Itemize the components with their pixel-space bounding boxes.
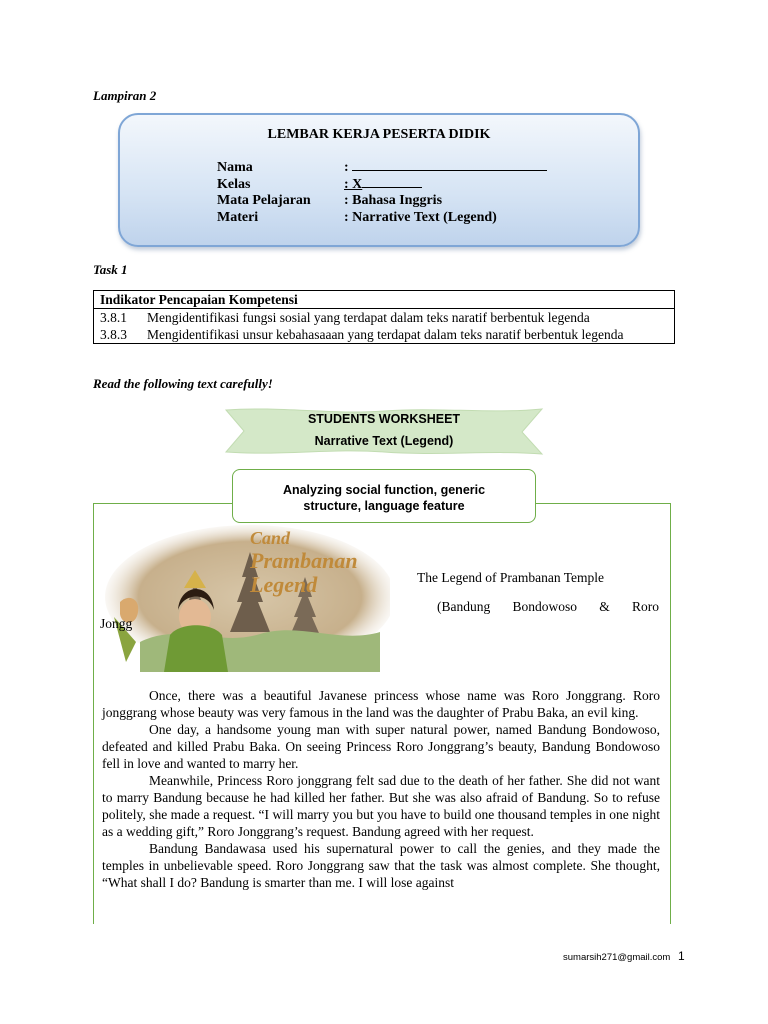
reading-instruction: Read the following text carefully!	[93, 376, 273, 391]
worksheet-header-box	[118, 113, 640, 247]
analysis-focus-line: Analyzing social function, generic	[282, 483, 486, 497]
illustration-caption-line: Legend	[250, 572, 318, 597]
ribbon-title: STUDENTS WORKSHEET	[307, 412, 461, 426]
illustration-caption-line: Prambanan	[250, 548, 358, 573]
name-value: :	[344, 160, 349, 175]
indicator-table	[93, 290, 675, 344]
story-subtitle-continuation: Jongg	[100, 616, 133, 631]
analysis-focus-line: structure, language feature	[303, 499, 465, 513]
material-value: : Narrative Text (Legend)	[344, 210, 497, 225]
ribbon-subtitle: Narrative Text (Legend)	[314, 434, 454, 448]
story-paragraph: One day, a handsome young man with super natural power, named Bandung Bondowoso, defeated and killed Prabu Baka. On seeing Princess Roro Jonggrang’s beauty, Bandung Bondowoso fell in love and wanted to marry her.	[102, 722, 660, 771]
subject-row	[217, 193, 442, 209]
subject-value: : Bahasa Inggris	[344, 193, 443, 208]
worksheet-title: LEMBAR KERJA PESERTA DIDIK	[267, 127, 491, 142]
material-label: Materi	[217, 210, 259, 225]
material-row	[217, 210, 497, 226]
indicator-number: 3.8.1	[100, 310, 127, 325]
class-blank-line[interactable]	[362, 176, 422, 188]
indicator-number: 3.8.3	[100, 327, 127, 342]
story-subtitle: (Bandung Bondowoso & Roro	[437, 599, 659, 614]
task-title: Task 1	[93, 262, 128, 277]
class-row	[217, 176, 422, 193]
indicator-item	[100, 309, 668, 326]
subject-label: Mata Pelajaran	[217, 193, 311, 208]
story-paragraph: Once, there was a beautiful Javanese princess whose name was Roro Jonggrang. Roro jonggrang whose beauty was very famous in the land was the daughter of Prabu Baka, an evil king.	[102, 688, 660, 720]
story-paragraph: Bandung Bandawasa used his supernatural power to call the genies, and they made the temples in unbelievable speed. Roro Jonggrang saw that the task was almost complete. She thought, “What shall I do? Bandung is smarter than me. I will lose against	[102, 841, 660, 890]
footer-email: sumarsih271@gmail.com	[563, 952, 671, 963]
name-label: Nama	[217, 160, 253, 175]
indicator-table-body	[94, 309, 675, 344]
class-value: : X	[344, 177, 363, 192]
indicator-text: Mengidentifikasi unsur kebahasaaan yang terdapat dalam teks naratif berbentuk legenda	[147, 327, 624, 342]
indicator-text: Mengidentifikasi fungsi sosial yang terdapat dalam teks naratif berbentuk legenda	[147, 310, 590, 325]
illustration-caption-line: Cand	[250, 528, 291, 548]
reading-text-frame	[93, 503, 671, 924]
attachment-label: Lampiran 2	[93, 88, 157, 103]
analysis-focus-box	[232, 469, 536, 523]
indicator-table-header: Indikator Pencapaian Kompetensi	[94, 291, 675, 309]
story-body	[102, 687, 660, 891]
page-number: 1	[678, 949, 685, 963]
story-paragraph: Meanwhile, Princess Roro jonggrang felt sad due to the death of her father. She did not want to marry Bandung because he had killed her father. But she was also afraid of Bandung. So to refuse politely, she made a request. “I will marry you but you have to build one thousand temples in one night as a wedding gift,” Roro Jonggrang’s request. Bandung agreed with her request.	[102, 773, 660, 839]
indicator-item	[100, 326, 668, 343]
prambanan-illustration	[100, 522, 390, 672]
story-title: The Legend of Prambanan Temple	[417, 570, 604, 585]
name-blank-line[interactable]	[352, 159, 547, 171]
class-label: Kelas	[217, 177, 251, 192]
name-row	[217, 159, 547, 176]
